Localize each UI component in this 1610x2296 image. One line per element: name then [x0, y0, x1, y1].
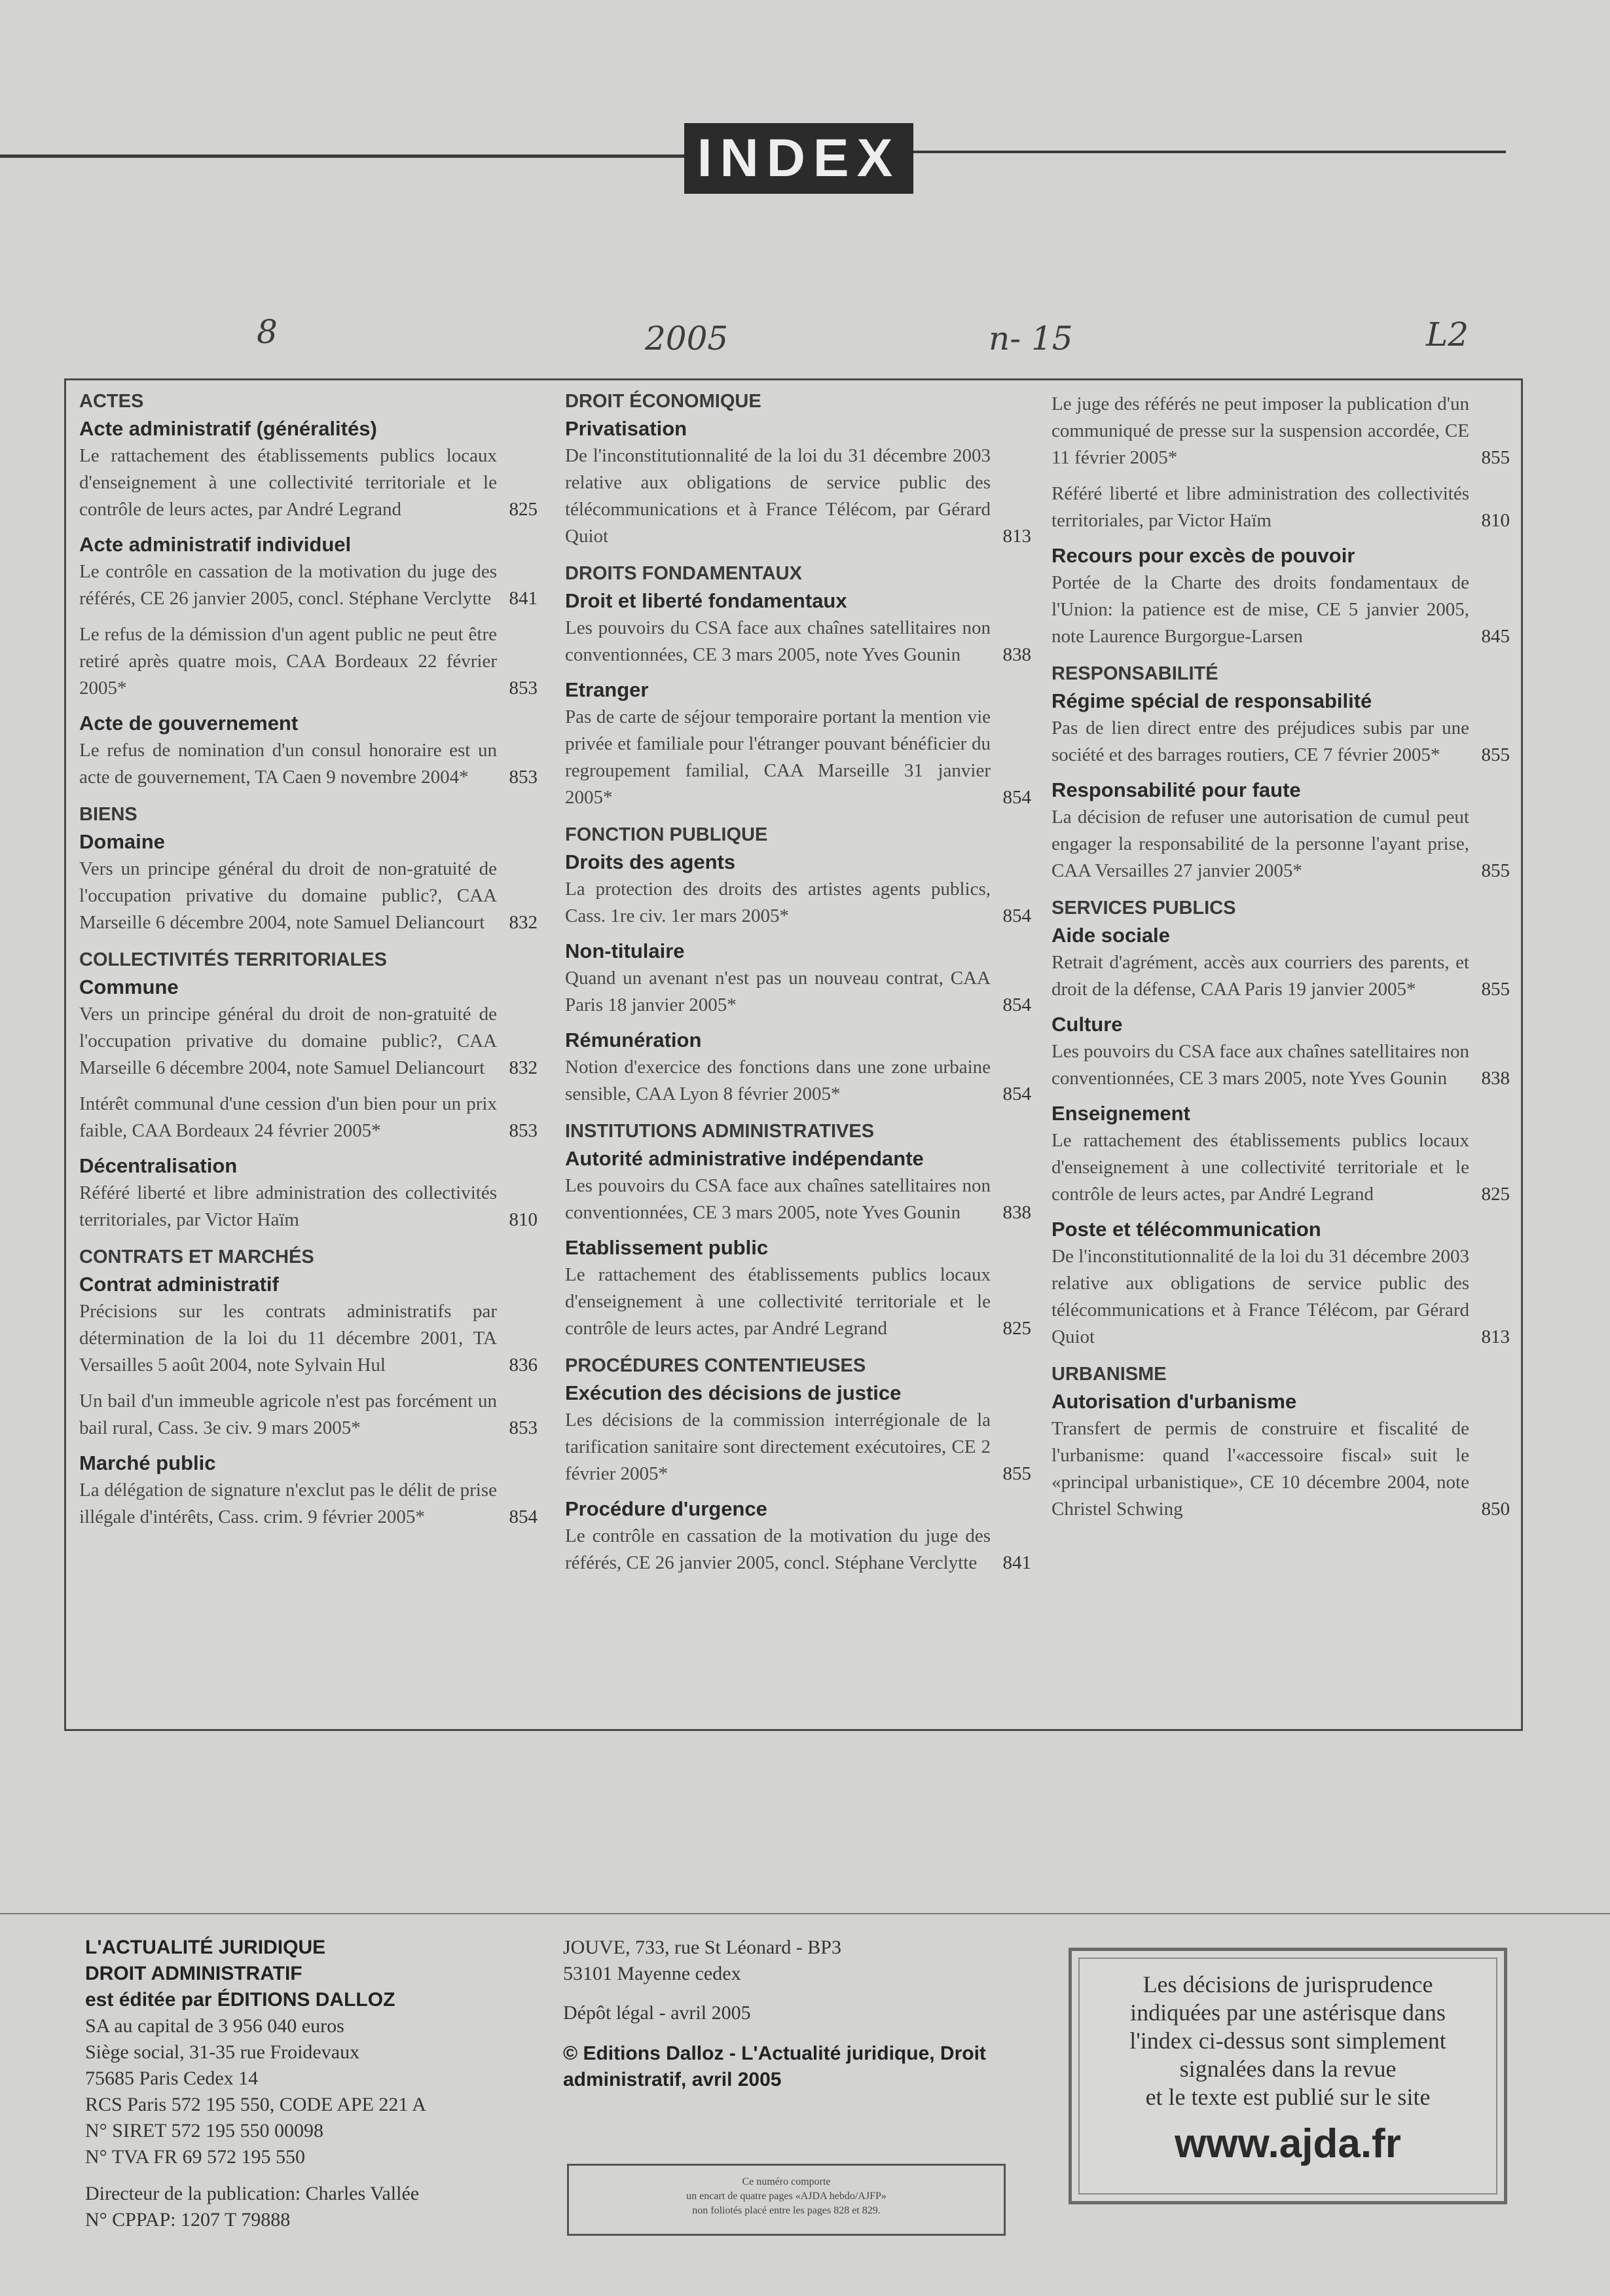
index-entry-page: 845	[1481, 626, 1510, 647]
index-entry	[79, 856, 538, 936]
index-section-heading: ACTES	[79, 391, 144, 412]
index-entry-page: 850	[1481, 1499, 1510, 1520]
index-subsection-heading: Recours pour excès de pouvoir	[1052, 544, 1355, 567]
handwritten-note: 8	[257, 313, 278, 351]
index-entry-page: 855	[1002, 1463, 1031, 1484]
index-entry-page: 838	[1002, 1202, 1031, 1223]
index-subsection-heading: Régime spécial de responsabilité	[1052, 689, 1372, 712]
index-subsection-heading: Acte de gouvernement	[79, 712, 299, 735]
index-entry-page: 832	[509, 912, 538, 933]
index-subsection-heading: Autorisation d'urbanisme	[1052, 1390, 1297, 1413]
publisher-info	[85, 1935, 491, 2233]
index-entry-text: Les pouvoirs du CSA face aux chaînes satellitaires non conventionnées, CE 3 mars 2005, note Yves Gounin	[565, 1175, 991, 1223]
index-entry-text: Un bail d'un immeuble agricole n'est pas forcément un bail rural, Cass. 3e civ. 9 mars 2005*	[79, 1391, 497, 1438]
index-section-heading: CONTRATS ET MARCHÉS	[79, 1247, 314, 1267]
index-entry-text: Référé liberté et libre administration des collectivités territoriales, par Victor Haïm	[79, 1182, 497, 1230]
index-subsection-heading: Domaine	[79, 830, 165, 853]
website-note-box	[1069, 1948, 1507, 2204]
index-entry-text: Le rattachement des établissements publics locaux d'enseignement à une collectivité territoriale et le contrôle de leurs actes, par André Legrand	[565, 1264, 991, 1339]
index-entry	[1052, 1415, 1510, 1523]
index-entry	[79, 558, 538, 612]
publisher-line: Siège social, 31-35 rue Froidevaux	[85, 2041, 360, 2063]
index-subsection-heading: Exécution des décisions de justice	[565, 1381, 902, 1404]
index-entry	[565, 1407, 1031, 1487]
index-box	[64, 378, 1523, 1731]
index-entry-page: 853	[509, 1120, 538, 1141]
handwritten-note: 2005	[645, 319, 729, 357]
printer-info	[563, 1935, 1034, 2093]
index-entry-text: Portée de la Charte des droits fondamentaux de l'Union: la patience est de mise, CE 5 janvier 2005, note Laurence Burgorgue-Larsen	[1052, 572, 1469, 647]
index-entry-page: 854	[1002, 994, 1031, 1015]
website-note-line: indiquées par une astérisque dans	[1130, 1999, 1446, 2026]
index-entry-text: Précisions sur les contrats administratifs par détermination de la loi du 11 décembre 2001, TA Versailles 5 août 2004, note Sylvain Hul	[79, 1301, 497, 1376]
index-subsection-heading: Procédure d'urgence	[565, 1497, 767, 1520]
index-subsection-heading: Enseignement	[1052, 1102, 1190, 1125]
index-entry-page: 855	[1481, 447, 1510, 468]
handwritten-note: L2	[1426, 316, 1469, 354]
index-entry	[565, 876, 1031, 930]
index-subsection-heading: Aide sociale	[1052, 924, 1170, 947]
index-entry	[565, 1523, 1031, 1576]
publisher-line: N° SIRET 572 195 550 00098	[85, 2120, 323, 2141]
index-subsection-heading: Acte administratif individuel	[79, 533, 352, 556]
index-entry-page: 841	[1002, 1552, 1031, 1573]
publisher-name: L'ACTUALITÉ JURIDIQUE	[85, 1937, 326, 1958]
publisher-line: N° TVA FR 69 572 195 550	[85, 2146, 305, 2168]
index-entry	[79, 1091, 538, 1144]
header-rule-left	[0, 155, 684, 158]
index-entry-text: Le refus de nomination d'un consul honoraire est un acte de gouvernement, TA Caen 9 novembre 2004*	[79, 740, 497, 788]
index-subsection-heading: Responsabilité pour faute	[1052, 778, 1301, 801]
website-note-inner	[1078, 1958, 1497, 2195]
publisher-name: est éditée par ÉDITIONS DALLOZ	[85, 1989, 395, 2011]
index-subsection-heading: Non-titulaire	[565, 939, 685, 962]
index-section-heading: FONCTION PUBLIQUE	[565, 824, 768, 845]
index-entry	[79, 1388, 538, 1442]
index-entry-page: 832	[509, 1057, 538, 1078]
index-entry	[79, 621, 538, 702]
publisher-line: RCS Paris 572 195 550, CODE APE 221 A	[85, 2094, 426, 2115]
index-subsection-heading: Privatisation	[565, 417, 687, 440]
index-entry-text: Pas de carte de séjour temporaire portant la mention vie privée et familiale pour l'étranger pouvant bénéficier du regroupement familial, CAA Marseille 31 janvier 2005*	[565, 706, 991, 808]
index-subsection-heading: Culture	[1052, 1013, 1123, 1036]
index-entry	[79, 1298, 538, 1379]
index-entry	[1052, 1243, 1510, 1351]
index-entry-text: Le juge des référés ne peut imposer la publication d'un communiqué de presse sur la suspension accordée, CE 11 février 2005*	[1052, 393, 1469, 468]
index-entry	[1052, 949, 1510, 1003]
index-entry	[79, 1477, 538, 1531]
index-entry-text: La délégation de signature n'exclut pas le délit de prise illégale d'intérêts, Cass. crim. 9 février 2005*	[79, 1480, 497, 1527]
index-entry-page: 810	[509, 1209, 538, 1230]
website-note-line: l'index ci-dessus sont simplement	[1129, 2028, 1446, 2054]
index-section-heading: INSTITUTIONS ADMINISTRATIVES	[565, 1121, 875, 1142]
index-entry	[565, 615, 1031, 668]
index-entry-page: 853	[509, 1417, 538, 1438]
index-entry	[1052, 804, 1510, 884]
index-entry	[565, 443, 1031, 550]
index-entry	[565, 1173, 1031, 1226]
index-entry-page: 855	[1481, 744, 1510, 765]
index-entry-text: Le rattachement des établissements publics locaux d'enseignement à une collectivité territoriale et le contrôle de leurs actes, par André Legrand	[79, 445, 497, 520]
index-entry-page: 853	[509, 767, 538, 788]
legal-deposit: Dépôt légal - avril 2005	[563, 2002, 751, 2024]
index-entry	[1052, 570, 1510, 650]
index-subsection-heading: Rémunération	[565, 1029, 702, 1051]
index-subsection-heading: Etablissement public	[565, 1236, 769, 1259]
printer-line: JOUVE, 733, rue St Léonard - BP3	[563, 1937, 841, 1958]
index-section-heading: PROCÉDURES CONTENTIEUSES	[565, 1355, 866, 1376]
index-column	[79, 390, 538, 1540]
index-section-heading: URBANISME	[1052, 1364, 1167, 1385]
website-note-line: et le texte est publié sur le site	[1145, 2084, 1431, 2110]
index-entry-page: 813	[1002, 526, 1031, 547]
index-section-heading: RESPONSABILITÉ	[1052, 663, 1218, 684]
website-note-line: Les décisions de jurisprudence	[1143, 1971, 1433, 1997]
index-subsection-heading: Autorité administrative indépendante	[565, 1147, 924, 1170]
index-column	[565, 390, 1031, 1586]
index-entry-page: 855	[1481, 860, 1510, 881]
index-entry-page: 838	[1481, 1068, 1510, 1089]
index-entry-text: Retrait d'agrément, accès aux courriers des parents, et droit de la défense, CAA Paris 19 janvier 2005*	[1052, 952, 1469, 1000]
index-entry-text: Pas de lien direct entre des préjudices subis par une société et des barrages routiers, CE 7 février 2005*	[1052, 718, 1469, 765]
handwritten-note: n- 15	[989, 319, 1073, 357]
index-entry	[1052, 391, 1510, 471]
index-entry-page: 855	[1481, 979, 1510, 1000]
insert-note-box	[567, 2164, 1006, 2236]
index-section-heading: BIENS	[79, 804, 137, 825]
index-entry-text: De l'inconstitutionnalité de la loi du 31 décembre 2003 relative aux obligations de service public des télécommunications et à France Télécom, par Gérard Quiot	[565, 445, 991, 547]
index-subsection-heading: Droits des agents	[565, 850, 736, 873]
index-subsection-heading: Marché public	[79, 1451, 216, 1474]
index-entry	[565, 1262, 1031, 1342]
index-entry-text: Le rattachement des établissements publics locaux d'enseignement à une collectivité territoriale et le contrôle de leurs actes, par André Legrand	[1052, 1130, 1469, 1205]
index-entry-text: Vers un principe général du droit de non-gratuité de l'occupation privative du domaine public?, CAA Marseille 6 décembre 2004, note Samuel Deliancourt	[79, 858, 497, 933]
publisher-line: SA au capital de 3 956 040 euros	[85, 2015, 344, 2037]
index-entry-text: Intérêt communal d'une cession d'un bien pour un prix faible, CAA Bordeaux 24 février 2005*	[79, 1093, 497, 1141]
index-entry-text: Notion d'exercice des fonctions dans une zone urbaine sensible, CAA Lyon 8 février 2005*	[565, 1057, 991, 1104]
footer-rule	[0, 1913, 1610, 1914]
index-entry	[1052, 1127, 1510, 1208]
index-entry-page: 836	[509, 1355, 538, 1376]
publisher-line: 75685 Paris Cedex 14	[85, 2068, 259, 2089]
index-entry	[79, 1180, 538, 1233]
index-entry	[1052, 481, 1510, 534]
index-entry-text: Référé liberté et libre administration des collectivités territoriales, par Victor Haïm	[1052, 483, 1469, 531]
index-entry-page: 825	[1002, 1318, 1031, 1339]
director-line: Directeur de la publication: Charles Vallée	[85, 2183, 420, 2204]
index-section-heading: DROITS FONDAMENTAUX	[565, 563, 802, 584]
index-entry-page: 825	[1481, 1184, 1510, 1205]
insert-note-line: Ce numéro comporte	[742, 2176, 831, 2187]
index-entry-text: Les décisions de la commission interrégionale de la tarification sanitaire sont directement exécutoires, CE 2 février 2005*	[565, 1410, 991, 1484]
director-line: N° CPPAP: 1207 T 79888	[85, 2209, 291, 2231]
index-entry-text: La protection des droits des artistes agents publics, Cass. 1re civ. 1er mars 2005*	[565, 879, 991, 926]
index-subsection-heading: Commune	[79, 975, 179, 998]
index-entry-page: 813	[1481, 1326, 1510, 1347]
index-entry	[79, 1001, 538, 1082]
index-entry-text: La décision de refuser une autorisation de cumul peut engager la responsabilité de la personne l'ayant prise, CAA Versailles 27 janvier 2005*	[1052, 807, 1469, 881]
index-section-heading: COLLECTIVITÉS TERRITORIALES	[79, 949, 387, 970]
index-entry	[565, 704, 1031, 811]
index-entry	[565, 1054, 1031, 1108]
insert-note-line: un encart de quatre pages «AJDA hebdo/AJFP»	[686, 2191, 887, 2202]
index-entry-text: Les pouvoirs du CSA face aux chaînes satellitaires non conventionnées, CE 3 mars 2005, note Yves Gounin	[1052, 1041, 1469, 1089]
index-entry-page: 854	[509, 1506, 538, 1527]
index-entry-page: 854	[1002, 1084, 1031, 1104]
index-entry-text: Le contrôle en cassation de la motivation du juge des référés, CE 26 janvier 2005, concl. Stéphane Verclytte	[79, 561, 497, 609]
copyright: © Editions Dalloz - L'Actualité juridique, Droit administratif, avril 2005	[563, 2043, 986, 2090]
index-subsection-heading: Poste et télécommunication	[1052, 1218, 1321, 1241]
index-entry	[565, 965, 1031, 1019]
index-section-heading: DROIT ÉCONOMIQUE	[565, 391, 761, 412]
index-entry-page: 854	[1002, 905, 1031, 926]
index-entry-page: 838	[1002, 644, 1031, 665]
index-entry	[1052, 1038, 1510, 1092]
index-entry-page: 810	[1481, 510, 1510, 531]
index-subsection-heading: Acte administratif (généralités)	[79, 417, 377, 440]
index-entry-page: 854	[1002, 787, 1031, 808]
index-entry-text: Le refus de la démission d'un agent public ne peut être retiré après quatre mois, CAA Bordeaux 22 février 2005*	[79, 624, 497, 699]
printer-line: 53101 Mayenne cedex	[563, 1963, 741, 1984]
index-subsection-heading: Décentralisation	[79, 1154, 238, 1177]
index-entry	[79, 737, 538, 791]
publisher-name: DROIT ADMINISTRATIF	[85, 1963, 302, 1984]
index-column	[1052, 390, 1510, 1532]
index-entry-text: Transfert de permis de construire et fiscalité de l'urbanisme: quand l'«accessoire fiscal» suit le «principal urbanistique», CE 10 décembre 2004, note Christel Schwing	[1052, 1418, 1469, 1520]
index-entry-page: 853	[509, 678, 538, 699]
index-entry-text: Quand un avenant n'est pas un nouveau contrat, CAA Paris 18 janvier 2005*	[565, 968, 991, 1015]
index-subsection-heading: Contrat administratif	[79, 1273, 279, 1296]
insert-note-line: non foliotés placé entre les pages 828 et 829.	[692, 2205, 881, 2216]
index-entry-text: De l'inconstitutionnalité de la loi du 31 décembre 2003 relative aux obligations de service public des télécommunications et à France Télécom, par Gérard Quiot	[1052, 1246, 1469, 1347]
index-subsection-heading: Droit et liberté fondamentaux	[565, 589, 847, 612]
index-title: INDEX	[684, 123, 913, 194]
index-entry-text: Les pouvoirs du CSA face aux chaînes satellitaires non conventionnées, CE 3 mars 2005, note Yves Gounin	[565, 617, 991, 665]
website-note-line: signalées dans la revue	[1179, 2056, 1397, 2082]
website-link[interactable]: www.ajda.fr	[1175, 2121, 1401, 2166]
index-entry-text: Le contrôle en cassation de la motivation du juge des référés, CE 26 janvier 2005, concl. Stéphane Verclytte	[565, 1525, 991, 1573]
header-rule-right	[913, 151, 1506, 153]
index-entry-page: 825	[509, 499, 538, 520]
index-entry-page: 841	[509, 588, 538, 609]
index-entry-text: Vers un principe général du droit de non-gratuité de l'occupation privative du domaine public?, CAA Marseille 6 décembre 2004, note Samuel Deliancourt	[79, 1004, 497, 1078]
index-entry	[1052, 715, 1510, 769]
index-section-heading: SERVICES PUBLICS	[1052, 898, 1236, 919]
index-entry	[79, 443, 538, 523]
index-subsection-heading: Etranger	[565, 678, 649, 701]
